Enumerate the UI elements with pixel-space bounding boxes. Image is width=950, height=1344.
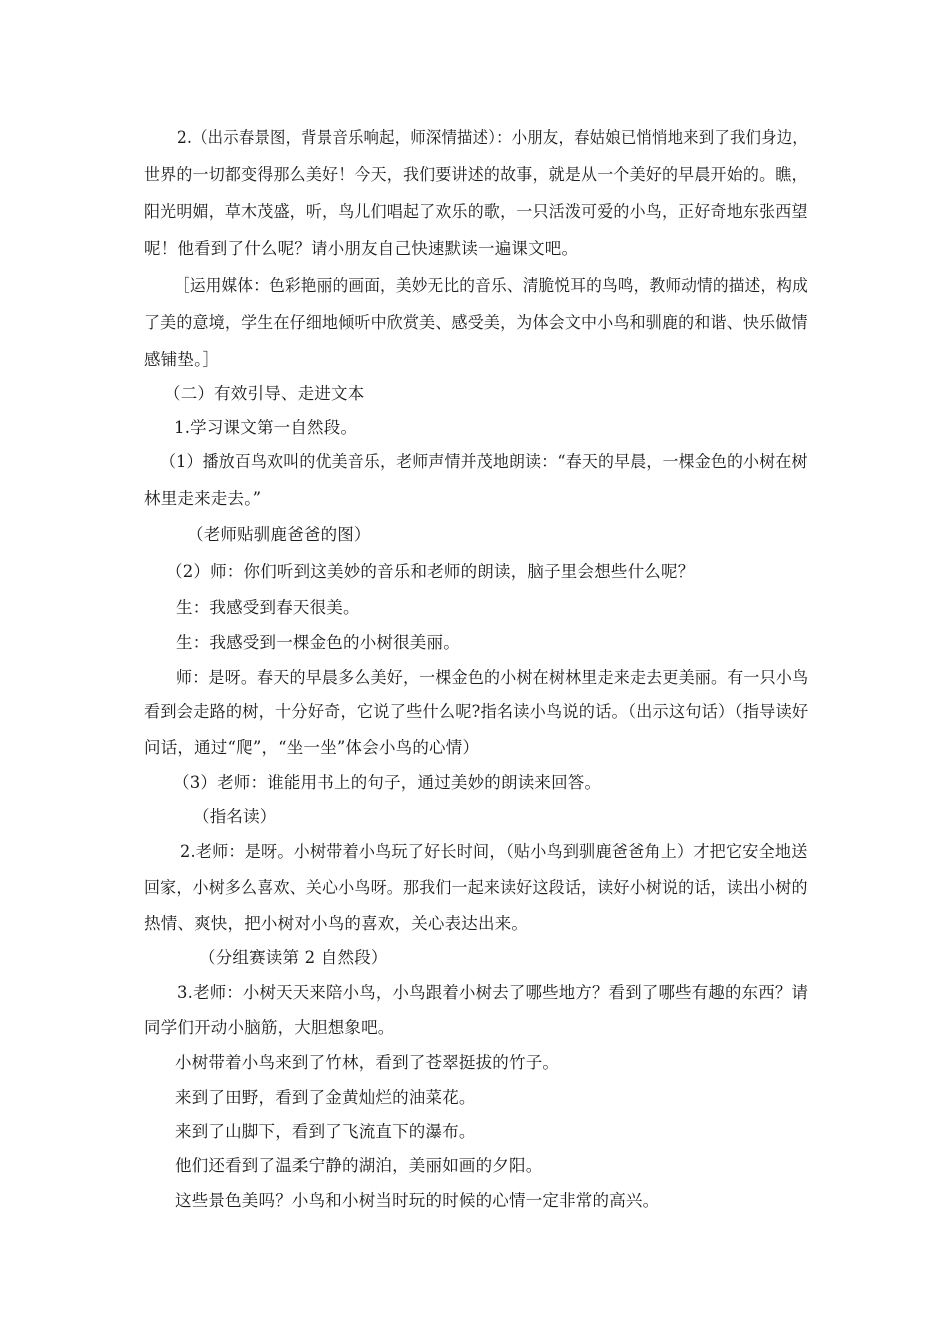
paragraph-line-1: 2.（出示春景图，背景音乐响起，师深情描述）：小朋友，春姑娘已悄悄地来到了我们身边， (177, 128, 808, 147)
scene-line-5: 这些景色美吗？小鸟和小树当时玩的时候的心情一定非常的高兴。 (175, 1191, 660, 1210)
section-heading: （二）有效引导、走进文本 (164, 384, 365, 403)
paragraph-line-7: 2.老师：是呀。小树带着小鸟玩了好长时间，（贴小鸟到驯鹿爸爸角上）才把它安全地送 (180, 842, 808, 861)
paragraph-line-10: 3.老师：小树天天来陪小鸟，小鸟跟着小树去了哪些地方？看到了哪些有趣的东西？请 (177, 983, 809, 1002)
stage-note-1: （老师贴驯鹿爸爸的图） (187, 525, 371, 544)
dialogue-line-5: 看到会走路的树，十分好奇，它说了些什么呢?指名读小鸟说的话。（出示这句话）（指导读好 (144, 702, 809, 721)
scene-line-3: 来到了山脚下，看到了飞流直下的瀑布。 (175, 1122, 476, 1141)
step-heading-1: 1.学习课文第一自然段。 (174, 418, 358, 437)
scene-line-2: 来到了田野，看到了金黄灿烂的油菜花。 (175, 1088, 476, 1107)
media-note-line-3: 感铺垫。］ (144, 350, 220, 369)
paragraph-line-4: 呢！他看到了什么呢？请小朋友自己快速默读一遍课文吧。 (144, 239, 579, 258)
scene-line-4: 他们还看到了温柔宁静的湖泊，美丽如画的夕阳。 (175, 1156, 543, 1175)
stage-note-3: （分组赛读第 2 自然段） (199, 948, 388, 967)
paragraph-line-11: 同学们开动小脑筋，大胆想象吧。 (144, 1018, 395, 1037)
media-note-line-1: ［运用媒体：色彩艳丽的画面，美妙无比的音乐、清脆悦耳的鸟鸣，教师动情的描述，构成 (174, 276, 808, 295)
paragraph-line-8: 回家，小树多么喜欢、关心小鸟呀。那我们一起来读好这段话，读好小树说的话，读出小树的 (144, 878, 808, 897)
stage-note-2: （指名读） (193, 807, 277, 826)
paragraph-line-2: 世界的一切都变得那么美好！今天，我们要讲述的故事，就是从一个美好的早晨开始的。瞧， (144, 165, 808, 184)
dialogue-line-6: 问话，通过“爬”，“坐一坐”体会小鸟的心情） (144, 738, 480, 757)
dialogue-line-2: 生：我感受到春天很美。 (176, 598, 360, 617)
dialogue-line-4: 师：是呀。春天的早晨多么美好，一棵金色的小树在树林里走来走去更美丽。有一只小鸟 (176, 668, 809, 687)
scene-line-1: 小树带着小鸟来到了竹林，看到了苍翠挺拔的竹子。 (175, 1053, 560, 1072)
dialogue-line-7: （3）老师：谁能用书上的句子，通过美妙的朗读来回答。 (173, 773, 602, 792)
paragraph-line-5: （1）播放百鸟欢叫的优美音乐，老师声情并茂地朗读：“春天的早晨，一棵金色的小树在树 (160, 452, 808, 471)
paragraph-line-9: 热情、爽快，把小树对小鸟的喜欢，关心表达出来。 (144, 914, 529, 933)
paragraph-line-6: 林里走来走去。” (144, 489, 262, 508)
media-note-line-2: 了美的意境，学生在仔细地倾听中欣赏美、感受美，为体会文中小鸟和驯鹿的和谐、快乐做情 (144, 313, 808, 332)
paragraph-line-3: 阳光明媚，草木茂盛，听，鸟儿们唱起了欢乐的歌，一只活泼可爱的小鸟，正好奇地东张西望 (144, 202, 808, 221)
dialogue-line-1: （2）师：你们听到这美妙的音乐和老师的朗读，脑子里会想些什么呢？ (166, 562, 695, 581)
dialogue-line-3: 生：我感受到一棵金色的小树很美丽。 (176, 633, 460, 652)
